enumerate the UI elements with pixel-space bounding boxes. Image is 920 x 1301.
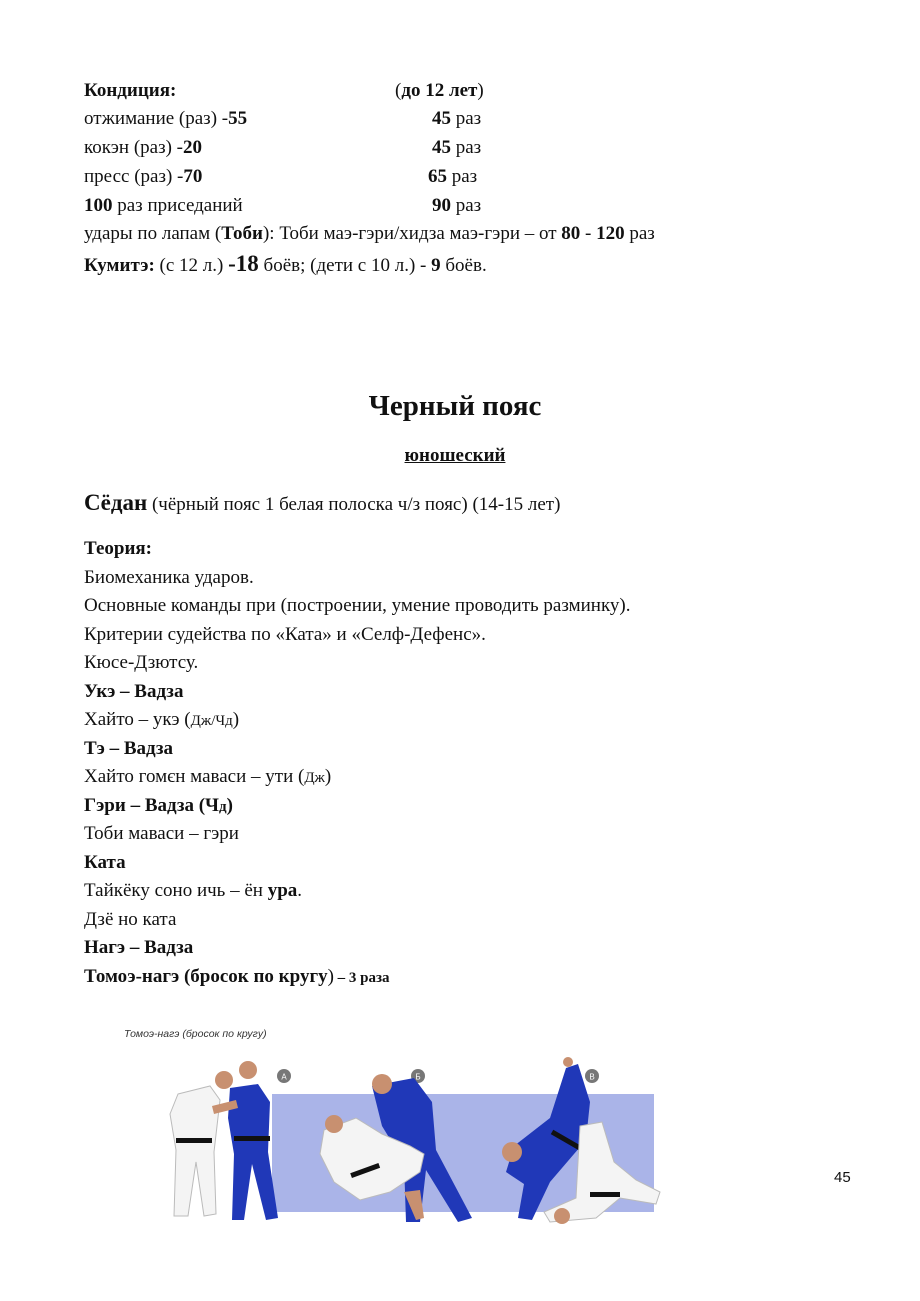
geri-waza-heading: Гэри – Вадза (Чд) [84,795,233,816]
section-subtitle: юношеский [404,445,506,466]
geri-waza-item: Тоби маваси – гэри [84,823,239,844]
theory-item: Биомеханика ударов. [84,567,254,588]
step-marker-a [277,1069,291,1083]
kata-item: Дзё но ката [84,909,177,930]
condition-heading: Кондиция: [84,80,177,101]
condition-row-pushups-junior: 45 раз [432,108,482,129]
tomoe-nage-illustration [120,1022,680,1232]
svg-text:Б: Б [415,1072,421,1082]
te-waza-item: Хайто гомєн маваси – ути (Дж) [84,766,332,787]
section-title: Черный пояс [368,390,542,422]
rank-line: Сёдан (чёрный пояс 1 белая полоска ч/з пояс) (14-15 лет) [84,490,561,515]
page-number: 45 [834,1169,851,1186]
figure-caption: Томоэ-нагэ (бросок по кругу) [124,1028,267,1040]
theory-heading: Теория: [84,538,153,559]
condition-row-koken: кокэн (раз) -20 [84,137,202,158]
uke-waza-heading: Укэ – Вадза [84,681,184,702]
condition-row-press: пресс (раз) -70 [84,166,203,187]
condition-row-squats: 100 раз приседаний [84,195,243,216]
kumite-line: Кумитэ: (с 12 л.) -18 боёв; (дети с 10 л.) - 9 боёв. [84,251,487,276]
kata-item: Тайкёку соно ичь – ён ура. [84,880,303,901]
kata-heading: Ката [84,852,126,873]
te-waza-heading: Тэ – Вадза [84,738,174,759]
condition-row-press-junior: 65 раз [428,166,478,187]
nage-waza-item: Томоэ-нагэ (бросок по кругу) – 3 раза [84,966,390,987]
theory-item: Критерии судейства по «Ката» и «Селф-Дефенс». [84,624,486,645]
svg-text:В: В [589,1072,595,1082]
theory-item: Кюсе-Дзютсу. [84,652,199,673]
condition-row-squats-junior: 90 раз [432,195,482,216]
nage-waza-heading: Нагэ – Вадза [84,937,194,958]
svg-text:А: А [281,1072,287,1082]
uke-waza-item: Хайто – укэ (Дж/Чд) [84,709,240,730]
condition-row-koken-junior: 45 раз [432,137,482,158]
age-note: (до 12 лет) [395,80,484,101]
condition-row-pushups: отжимание (раз) -55 [84,108,248,129]
frame-a [170,1061,278,1220]
theory-item: Основные команды при (построении, умение проводить разминку). [84,595,631,616]
condition-strikes: удары по лапам (Тоби): Тоби маэ-гэри/хидза маэ-гэри – от 80 - 120 раз [84,223,655,244]
step-marker-c [585,1069,599,1083]
